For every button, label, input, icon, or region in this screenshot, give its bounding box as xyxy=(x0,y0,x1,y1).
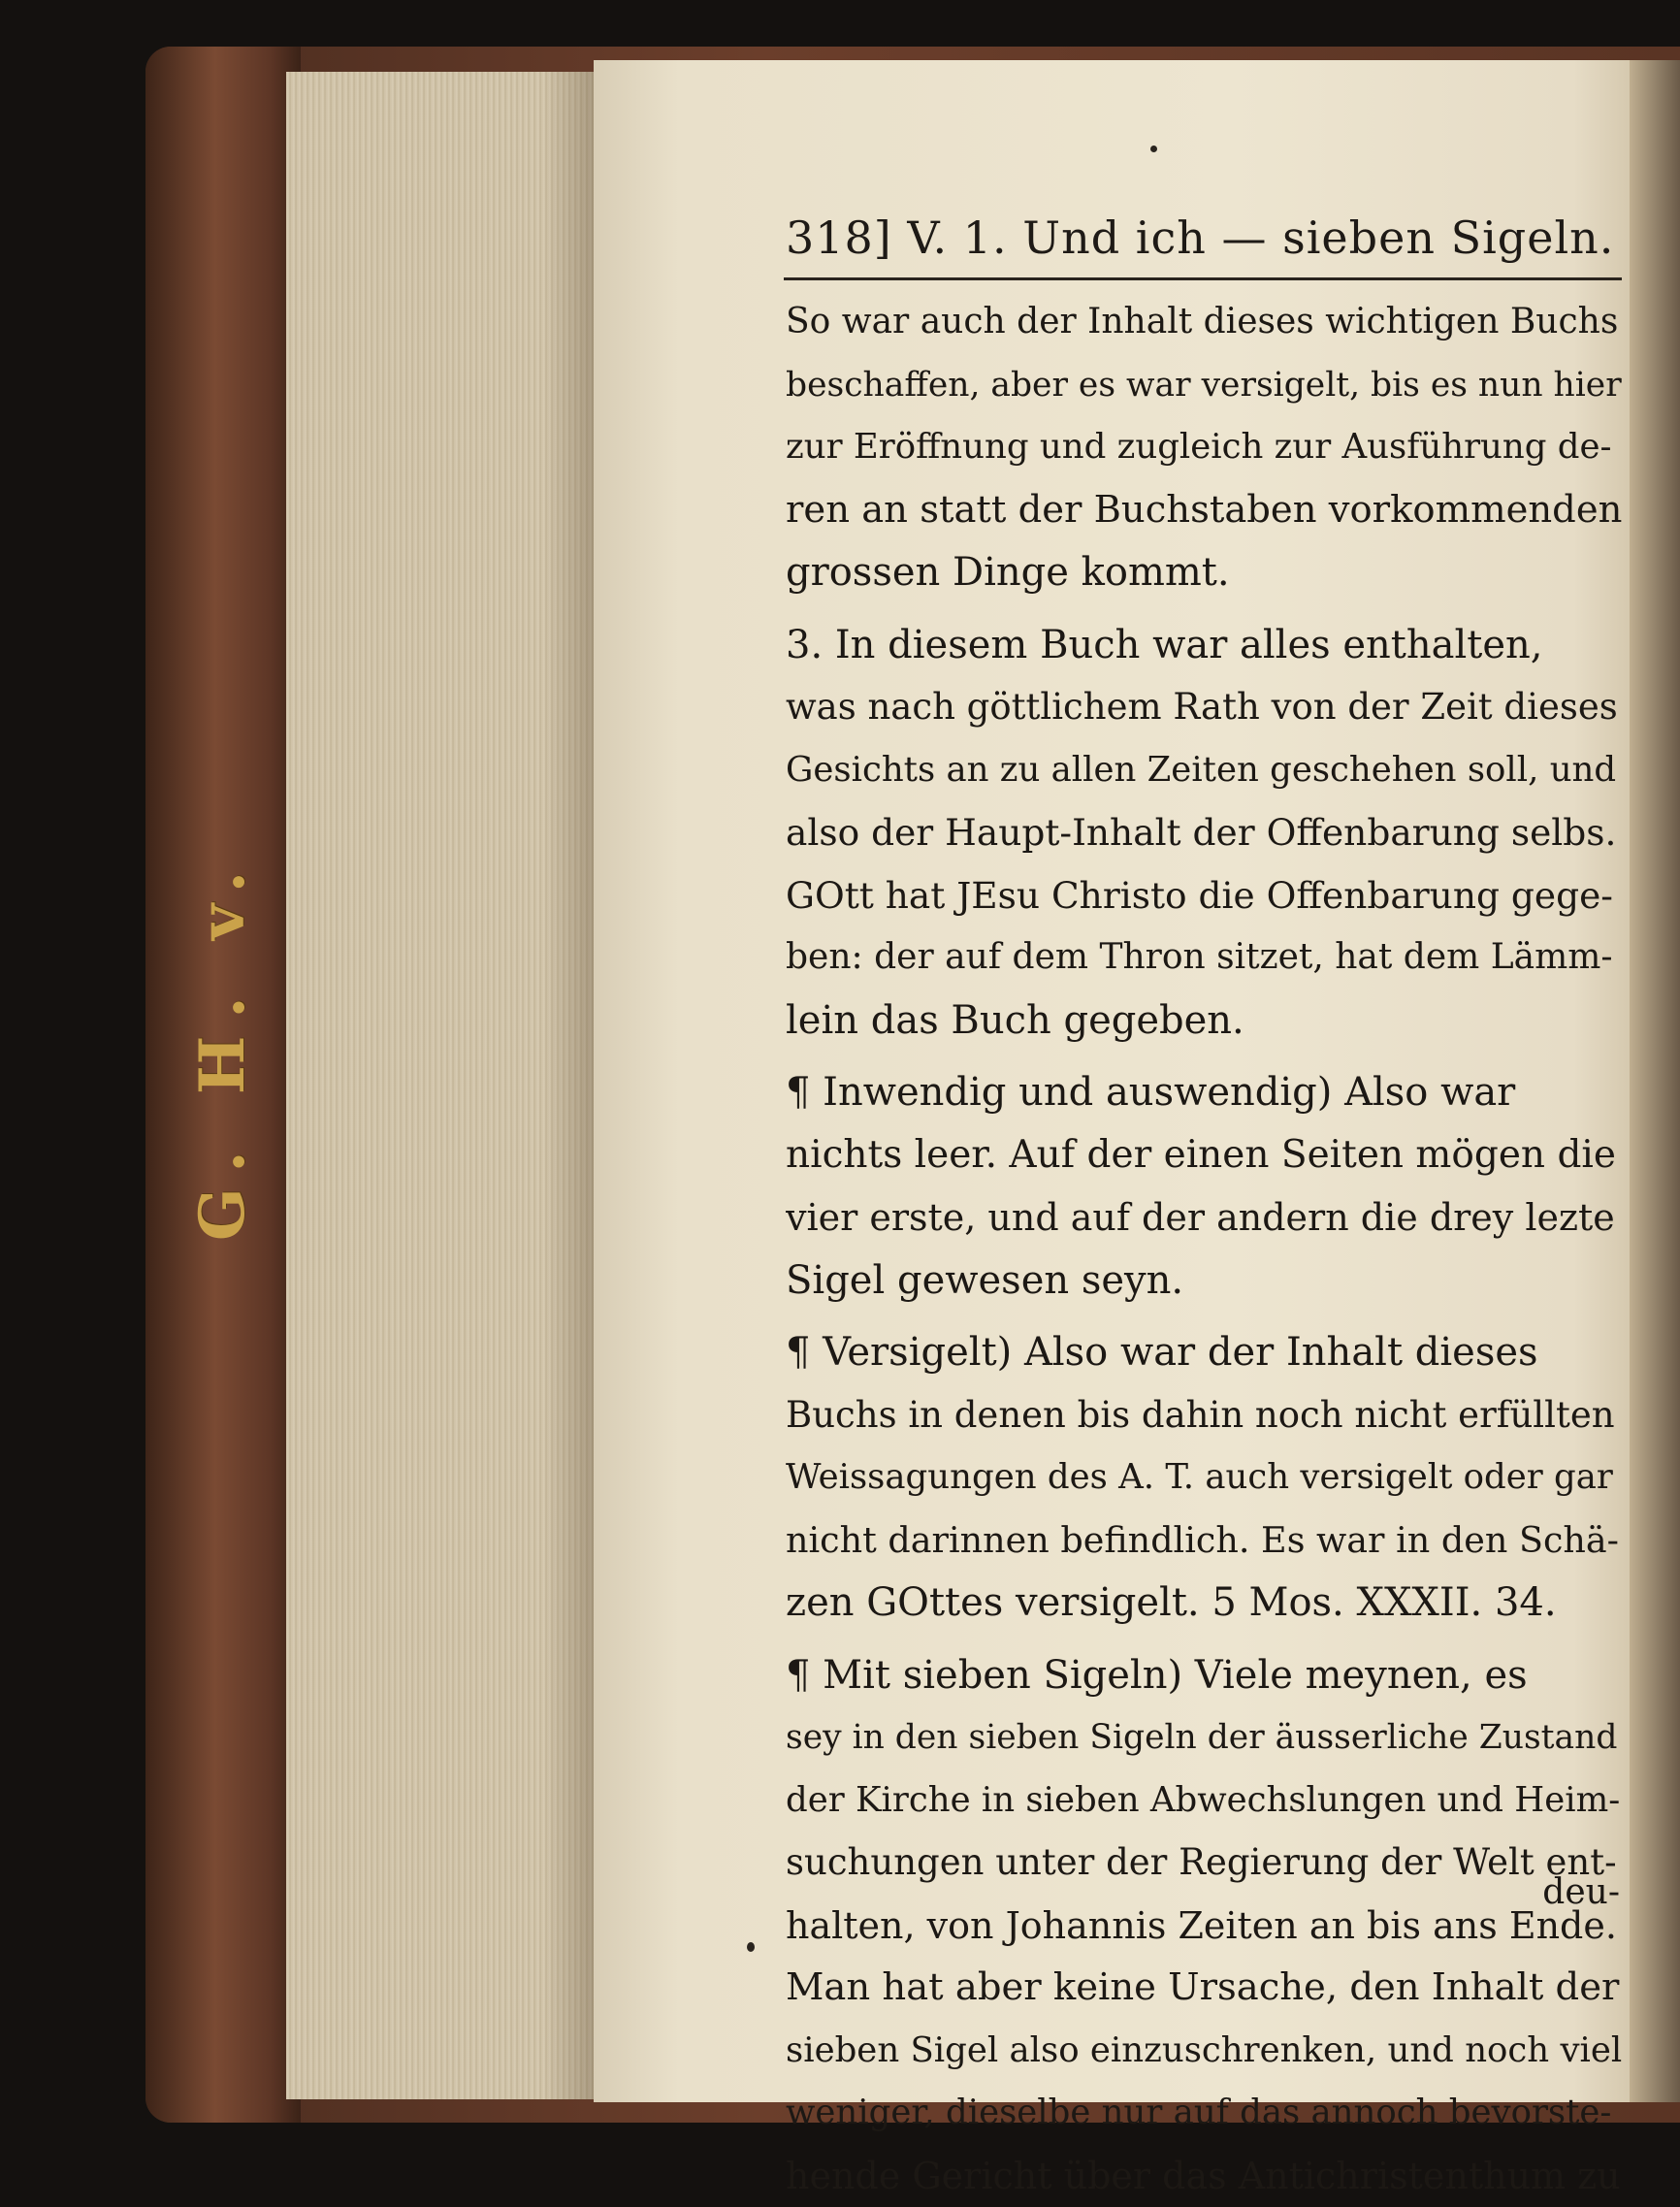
text-line: Gesichts an zu allen Zeiten geschehen soll, und xyxy=(786,739,1622,802)
text-line: Buchs in denen bis dahin noch nicht erfüllten xyxy=(786,1384,1622,1447)
text-line: halten, von Johannis Zeiten an bis ans Ende. xyxy=(786,1895,1622,1958)
text-line: Sigel gewesen seyn. xyxy=(786,1250,1622,1313)
text-line: nicht darinnen befindlich. Es war in den Schä- xyxy=(786,1509,1622,1573)
catchword: deu- xyxy=(1533,1872,1620,1912)
text-line: ren an statt der Buchstaben vorkommenden xyxy=(786,479,1622,542)
page-header: 318] V. 1. Und ich — sieben Sigeln. xyxy=(786,211,1620,287)
text-line: nichts leer. Auf der einen Seiten mögen die xyxy=(786,1124,1622,1187)
text-line: Man hat aber keine Ursache, den Inhalt der xyxy=(786,1957,1622,2020)
text-line: der Kirche in sieben Abwechslungen und Heim- xyxy=(786,1769,1622,1833)
text-line: ¶ Mit sieben Sigeln) Viele meynen, es xyxy=(786,1644,1622,1707)
text-line: hende Gericht über das Antichristenthum zu xyxy=(786,2145,1622,2207)
text-line: vier erste, und auf der andern die drey lezte xyxy=(786,1186,1622,1250)
text-line: weniger, dieselbe nur auf das annoch bevorste- xyxy=(786,2082,1622,2145)
gutter-shadow xyxy=(1630,60,1680,2102)
text-line: suchungen unter der Regierung der Welt ent- xyxy=(786,1832,1622,1895)
text-line: zen GOttes versigelt. 5 Mos. XXXII. 34. xyxy=(786,1572,1622,1635)
page-text xyxy=(786,291,1622,2207)
text-line: lein das Buch gegeben. xyxy=(786,990,1622,1053)
text-line: sieben Sigel also einzuschrenken, und noch viel xyxy=(786,2020,1622,2083)
text-line: zur Eröffnung und zugleich zur Ausführung de- xyxy=(786,416,1622,479)
paragraph xyxy=(786,291,1622,604)
text-line: was nach göttlichem Rath von der Zeit dieses xyxy=(786,676,1622,739)
text-line: Weissagungen des A. T. auch versigelt oder gar xyxy=(786,1446,1622,1509)
header-rule xyxy=(784,277,1622,280)
spine-monogram: G. H. v. xyxy=(150,815,296,1281)
text-line: GOtt hat JEsu Christo die Offenbarung gege- xyxy=(786,864,1622,927)
text-line: sey in den sieben Sigeln der äusserliche Zustand xyxy=(786,1706,1622,1769)
text-line: ben: der auf dem Thron sitzet, hat dem Lämm- xyxy=(786,926,1622,990)
paragraph xyxy=(786,1321,1622,1635)
paragraph xyxy=(786,614,1622,1053)
text-line: also der Haupt-Inhalt der Offenbarung selbs. xyxy=(786,801,1622,864)
ink-speck xyxy=(1150,146,1157,152)
text-line: So war auch der Inhalt dieses wichtigen Buchs xyxy=(786,291,1622,354)
ink-speck xyxy=(747,1942,755,1952)
text-line: 3. In diesem Buch war alles enthalten, xyxy=(786,614,1622,677)
text-line: ¶ Versigelt) Also war der Inhalt dieses xyxy=(786,1321,1622,1384)
paragraph xyxy=(786,1644,1622,2207)
text-line: ¶ Inwendig und auswendig) Also war xyxy=(786,1061,1622,1124)
text-line: beschaffen, aber es war versigelt, bis es nun hier xyxy=(786,354,1622,417)
page-edge-shadow xyxy=(543,72,597,2099)
paragraph xyxy=(786,1061,1622,1312)
text-line: grossen Dinge kommt. xyxy=(786,541,1622,604)
